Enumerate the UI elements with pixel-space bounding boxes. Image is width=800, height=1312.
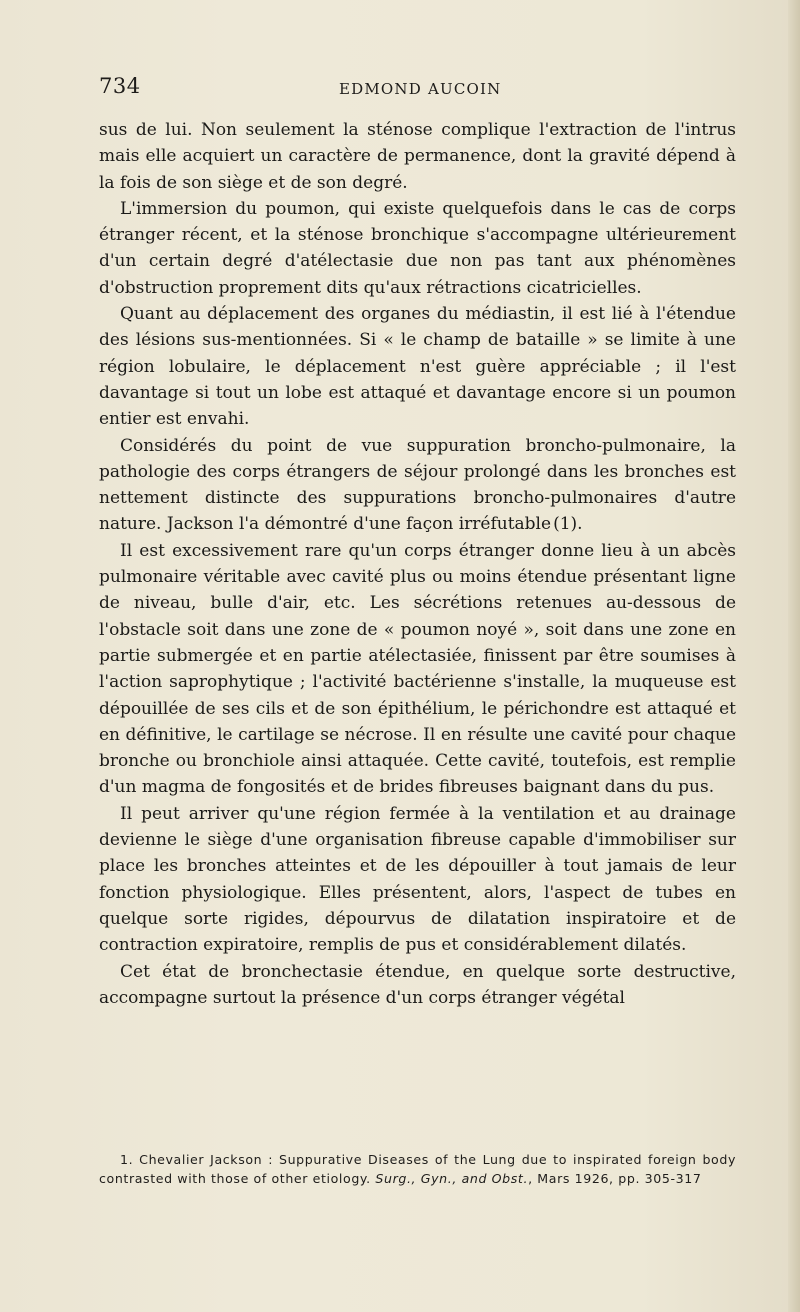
- page-number: 734: [99, 74, 141, 98]
- footnote-tail: , Mars 1926, pp. 305-317: [528, 1171, 702, 1186]
- paragraph: sus de lui. Non seulement la sténose complique l'extraction de l'intrus mais elle acquiert un caractère de permanence, dont la gravité dépend à la fois de son siège et de son degré.: [99, 120, 736, 193]
- body-text: [99, 117, 736, 1011]
- paragraph: L'immersion du poumon, qui existe quelquefois dans le cas de corps étranger récent, et la sténose bronchique s'accompagne ultérieurement d'un certain degré d'atélectasie due non pas tant aux phénomènes d'obstruction proprement dits qu'aux rétractions cicatricielles.: [99, 198, 736, 298]
- footnote-journal: Surg., Gyn., and Obst.: [375, 1171, 529, 1186]
- paragraph: Cet état de bronchectasie étendue, en quelque sorte destructive, accompagne surtout la présence d'un corps étranger végétal: [99, 961, 736, 1008]
- page-edge-shadow: [788, 0, 800, 1312]
- paragraph: [99, 433, 736, 538]
- page-header: [99, 74, 739, 106]
- paragraph: Il est excessivement rare qu'un corps étranger donne lieu à un abcès pulmonaire véritable avec cavité plus ou moins étendue présentant ligne de niveau, bulle d'air, etc. Les sécrétions retenues au-dessous de l'obstacle soit dans une zone de « poumon noyé », soit dans une zone en partie submergée et en partie atélectasiée, finissent par être soumises à l'action saprophytique ; l'activité bactérienne s'installe, la muqueuse est dépouillée de ses cils et de son épithélium, le périchondre est attaqué et en définitive, le cartilage se nécrose. Il en résulte une cavité pour chaque bronche ou bronchiole ainsi attaquée. Cette cavité, toutefois, est remplie d'un magma de fongosités et de brides fibreuses baignant dans du pus.: [99, 540, 736, 798]
- running-head: EDMOND AUCOIN: [339, 80, 502, 98]
- footnote-text: [99, 1150, 736, 1188]
- paragraph: Quant au déplacement des organes du médiastin, il est lié à l'étendue des lésions sus-mentionnées. Si « le champ de bataille » se limite à une région lobulaire, le déplacement n'est guère appréciable ; il l'est davantage si tout un lobe est attaqué et davantage encore si un poumon entier est envahi.: [99, 304, 736, 430]
- paragraph-text: Considérés du point de vue suppuration broncho-pulmonaire, la pathologie des corps étrangers de séjour prolongé dans les bronches est nettement distincte des suppurations broncho-pulmonaires d'autre nature. Jackson l'a démontré d'une façon irréfutable: [99, 435, 736, 535]
- footnote: [99, 1150, 736, 1188]
- footnote-citation: 1. Chevalier Jackson : Suppurative Diseases of the Lung due to inspirated foreign body contrasted with those of other etiology.: [99, 1152, 736, 1186]
- footnote-reference: (1).: [553, 514, 583, 535]
- paragraph: Il peut arriver qu'une région fermée à la ventilation et au drainage devienne le siège d'une organisation fibreuse capable d'immobiliser sur place les bronches atteintes et de les dépouiller à tout jamais de leur fonction physiologique. Elles présentent, alors, l'aspect de tubes en quelque sorte rigides, dépourvus de dilatation inspiratoire et de contraction expiratoire, remplis de pus et considérablement dilatés.: [99, 803, 736, 956]
